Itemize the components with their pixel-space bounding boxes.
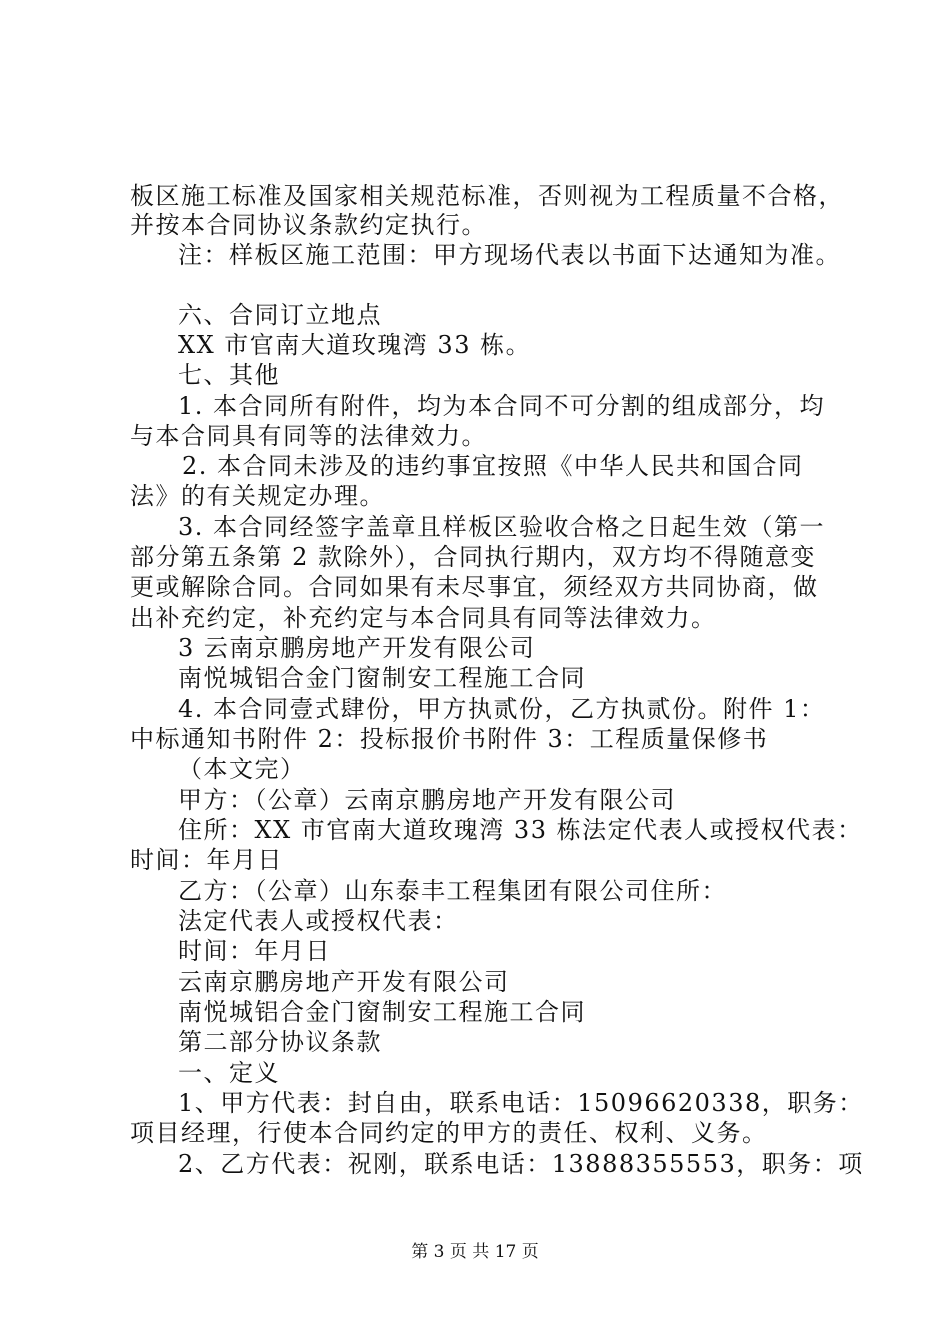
text-line: 时间：年月日 — [178, 937, 331, 965]
text-line: 1、甲方代表：封自由，联系电话：15096620338，职务： — [178, 1089, 864, 1117]
text-line: （本文完） — [178, 755, 306, 783]
text-line: 3 云南京鹏房地产开发有限公司 — [178, 634, 536, 662]
text-line: 与本合同具有同等的法律效力。 — [130, 422, 487, 450]
text-line: 时间：年月日 — [130, 846, 283, 874]
page-number-footer: 第 3 页 共 17 页 — [411, 1242, 539, 1262]
text-line: 南悦城铝合金门窗制安工程施工合同 — [178, 998, 586, 1026]
text-line: 1. 本合同所有附件，均为本合同不可分割的组成部分，均 — [178, 392, 826, 420]
section-heading: 第二部分协议条款 — [178, 1028, 382, 1056]
text-line: 注：样板区施工范围：甲方现场代表以书面下达通知为准。 — [178, 241, 841, 269]
text-line: 法定代表人或授权代表： — [178, 907, 459, 935]
text-line: 3. 本合同经签字盖章且样板区验收合格之日起生效（第一 — [178, 513, 826, 541]
text-line: XX 市官南大道玫瑰湾 33 栋。 — [178, 331, 532, 359]
text-line: 中标通知书附件 2：投标报价书附件 3：工程质量保修书 — [130, 725, 769, 753]
text-line: 并按本合同协议条款约定执行。 — [130, 211, 487, 239]
text-line: 2、乙方代表：祝刚，联系电话：13888355553，职务：项 — [178, 1150, 864, 1178]
section-heading: 六、合同订立地点 — [178, 301, 382, 329]
text-line: 出补充约定，补充约定与本合同具有同等法律效力。 — [130, 604, 717, 632]
section-heading: 七、其他 — [178, 361, 280, 389]
text-line: 南悦城铝合金门窗制安工程施工合同 — [178, 664, 586, 692]
text-line: 法》的有关规定办理。 — [130, 482, 385, 510]
text-line: 云南京鹏房地产开发有限公司 — [178, 968, 510, 996]
text-line: 住所：XX 市官南大道玫瑰湾 33 栋法定代表人或授权代表： — [178, 816, 863, 844]
text-line: 2. 本合同未涉及的违约事宜按照《中华人民共和国合同 — [182, 452, 804, 480]
text-line: 项目经理，行使本合同约定的甲方的责任、权利、义务。 — [130, 1119, 768, 1147]
text-line: 部分第五条第 2 款除外），合同执行期内，双方均不得随意变 — [130, 543, 817, 571]
text-line: 4. 本合同壹式肆份，甲方执贰份，乙方执贰份。附件 1： — [178, 695, 826, 723]
text-line: 甲方：（公章）云南京鹏房地产开发有限公司 — [178, 786, 676, 814]
section-heading: 一、定义 — [178, 1059, 280, 1087]
text-line: 板区施工标准及国家相关规范标准，否则视为工程质量不合格， — [130, 182, 844, 210]
text-line: 乙方：（公章）山东泰丰工程集团有限公司住所： — [178, 877, 727, 905]
text-line: 更或解除合同。合同如果有未尽事宜，须经双方共同协商，做 — [130, 573, 819, 601]
